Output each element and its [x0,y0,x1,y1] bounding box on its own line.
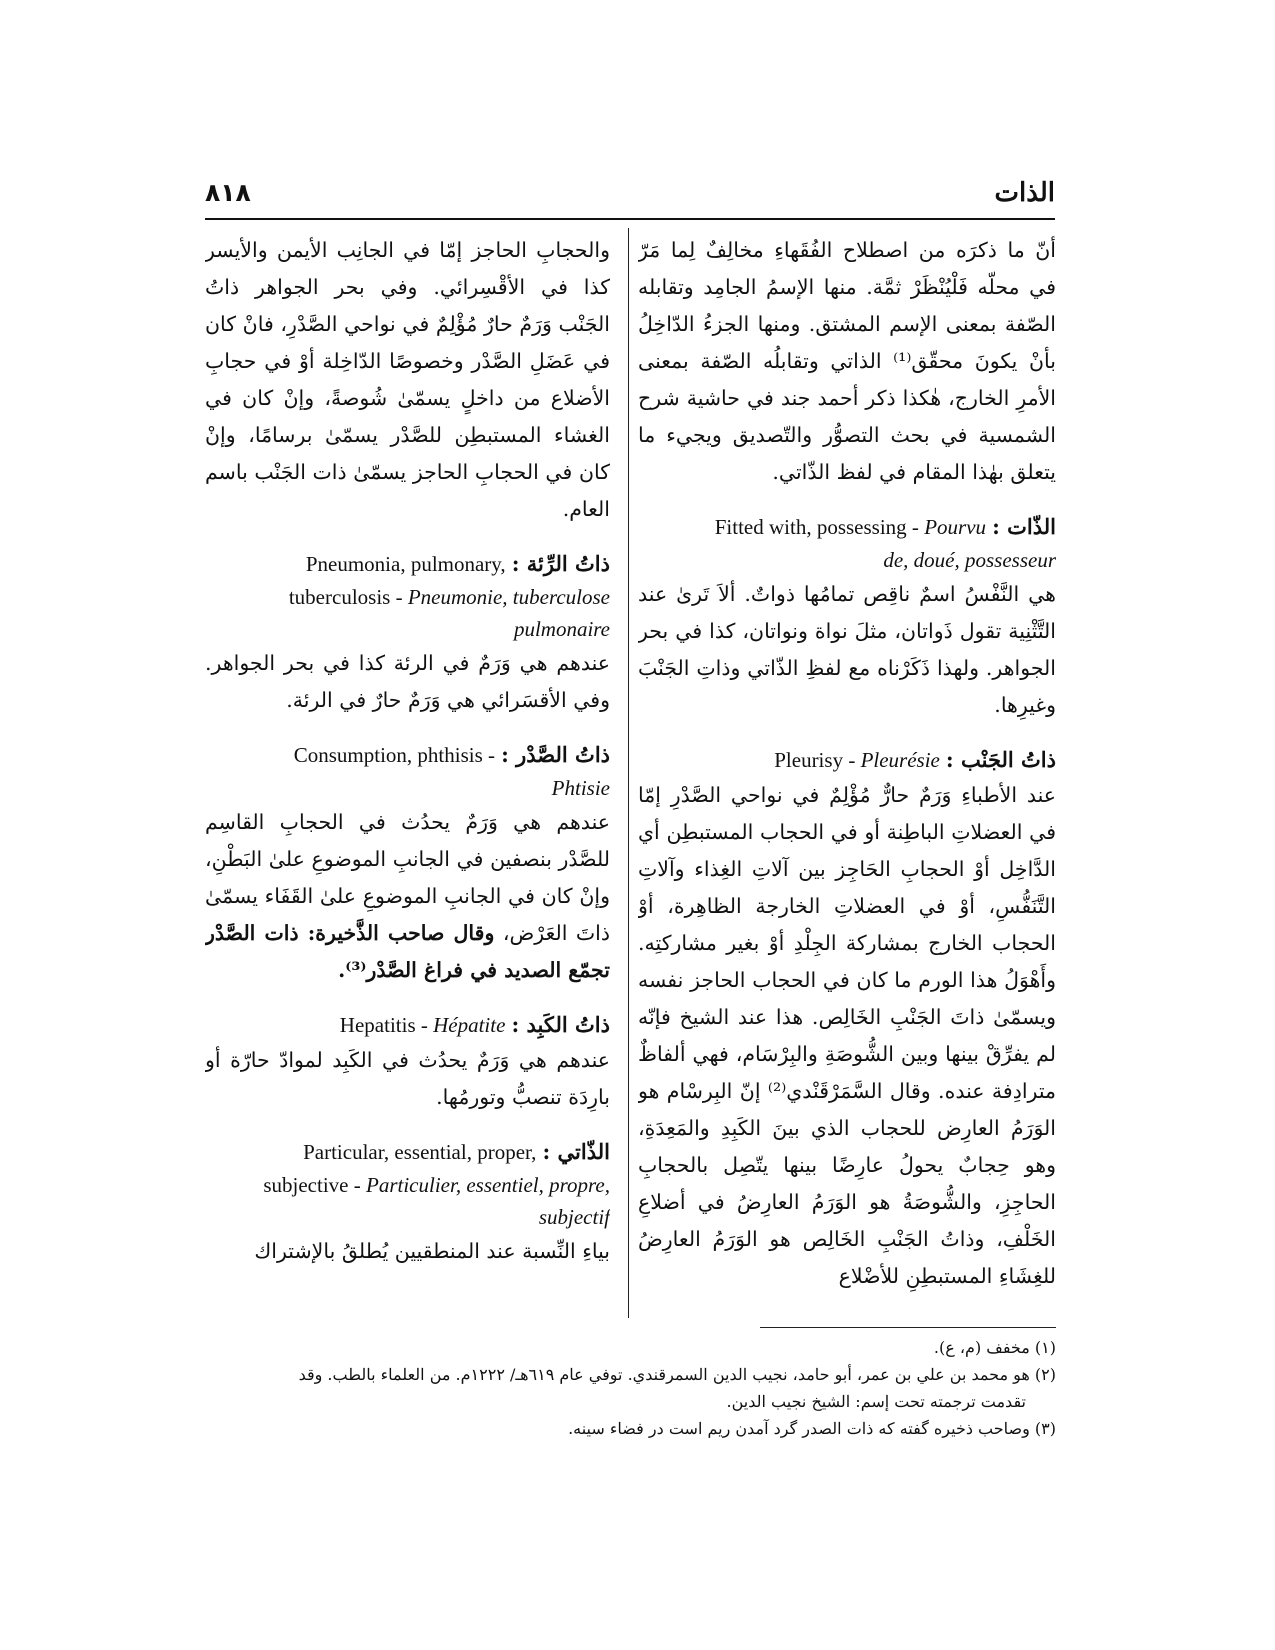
page-number: ٨١٨ [205,178,251,207]
entry-dhat-al-kabid [205,1009,610,1116]
gloss-french: Pneumonie, tuberculose [407,585,610,609]
footnote-2: (٢) هو محمد بن علي بن عمر، أبو حامد، نجيب الدين السمرقندي. توفي عام ٦١٩هـ/ ١٢٢٢م. من العلماء بالطب. وقد [298,1365,1056,1384]
entry-body-text: عندهم هي وَرَمٌ يحدُث في الحجابِ القاسِم للصَّدْر بنصفين في الجانبِ الموضوعِ علىٰ البَطْنِ، وإنْ كان في الجانبِ الموضوعِ علىٰ القَفَاء يسمّىٰ ذاتَ العَرْض، [205,810,610,945]
continuation-paragraph: والحجابِ الحاجز إمّا في الجانِب الأيمن والأيسر كذا في الأقْسِرائي. وفي بحر الجواهر ذاتُ الجَنْب وَرَمٌ حارٌ مُؤْلِمٌ في نواحي الصَّدْرِ، فانْ كان في عَضَلِ الصَّدْر وخصوصًا الدّاخِلة أوْ في حجابِ الأضلاع من داخلٍ يسمّىٰ شُوصةً، وإنْ كان في الغشاء المستبطِن للصَّدْر يسمّىٰ برسامًا، وإنْ كان في الحجابِ الحاجز يسمّىٰ ذات الجَنْب باسم العام. [205,238,610,521]
entry-body: عند الأطباءِ وَرَمٌ حارٌّ مُؤْلِمٌ في نواحي الصَّدْرِ إمّا في العضلاتِ الباطِنة أو في الحجاب المستبطِن أي الدَّاخِل أوْ الحجابِ الحَاجِز بين آلاتِ الغِذاء وآلاتِ التَّنَفُّسِ، أوْ في العضلاتِ الخارجة الظاهِرة، أوْ الحجاب الخارج بمشاركة الجِلْدِ أوْ بغير مشاركتِه. وأَهْوَلُ هذا الورم ما كان في الحجاب الحاجز نفسه ويسمّىٰ ذاتَ الجَنْبِ الخَالِص. هذا عند الشيخ فإنّه لم يفرِّقْ بينها وبين الشُّوصَةِ والبِرْسَام، فهي ألفاظٌ مترادِفة عنده. وقال السَّمَرْقَنْدي⁽²⁾ إنّ البِرسْام هو الوَرَمُ العارِض للحجاب الذي بينَ الكَبِدِ والمَعِدَةِ، وهو حِجابٌ يحولُ عارِضًا بينها يتّصِل بالحجابِ الحاجِزِ، والشُّوصَةُ هو الوَرَمُ العارِضُ في أضلاعِ الخَلْفِ، وذاتُ الجَنْبِ الخَالِص هو الوَرَمُ العارِضُ للغِشَاءِ المستبطِنِ للأضْلاع [638,783,1056,1288]
right-column [638,232,1056,1312]
gloss-french-continued: de, doué, possesseur [883,548,1056,572]
running-head [205,178,1055,222]
entry-heading [205,1136,610,1233]
column-divider [628,228,629,1318]
entry-heading [205,1009,610,1042]
gloss-english: Hepatitis - [339,1013,434,1037]
entry-body-bold-quote: وقال صاحب الذَّخيرة: ذات الصَّدْر تجمّع الصديد في فراغ الصَّدْر⁽³⁾. [205,921,610,982]
entry-term: ذاتُ الصَّدْر : [501,742,610,767]
footnote-1: (١) مخفف (م، ع). [933,1338,1056,1357]
entry-gloss-continued [205,1169,610,1201]
gloss-french: Pourvu [924,515,987,539]
gloss-french-continued: pulmonaire [513,617,610,641]
gloss-english: Consumption, phthisis - [293,743,496,767]
entry-dhat-al-riah [205,548,610,719]
intro-paragraph: أنّ ما ذكرَه من اصطلاح الفُقَهاءِ مخالِفٌ لِما مَرّ في محلّه فَلْيُنْظَرْ ثمَّة. منها الإسمُ الجامِد وتقابله الصّفة بمعنى الإسم المشتق. ومنها الجزءُ الدّاخِلُ بأنْ يكونَ محقّق⁽¹⁾ الذاتي وتقابلُه الصّفة بمعنى الأمرِ الخارج، هٰكذا ذكر أحمد جند في حاشية شرح الشمسية في بحث التصوُّر والتّصديق ويجيء ما يتعلق بهٰذا المقام في لفظ الذّاتي. [638,238,1056,484]
gloss-french: Hépatite [433,1013,506,1037]
entry-gloss [715,515,986,539]
entry-al-dhati [205,1136,610,1270]
gloss-english: Pneumonia, pulmonary, [305,552,506,576]
gloss-french-continued: subjectif [538,1205,610,1229]
entry-term: ذاتُ الجَنْب : [945,747,1056,772]
entry-term: الذّاتي : [542,1139,610,1164]
gloss-english-continued: subjective - [263,1173,366,1197]
entry-heading [205,739,610,804]
entry-heading [638,744,1056,777]
entry-heading [205,548,610,645]
entry-term: ذاتُ الرِّئة : [511,551,610,576]
entry-body [205,804,610,989]
entry-dhat-al-sadr [205,739,610,989]
entry-body: عندهم هي وَرَمٌ يحدُث في الكَبِد لموادّ حارّة أو بارِدَة تنصبُّ وتورمُها. [205,1048,610,1109]
entry-al-dhat [638,511,1056,724]
entry-body: هي النَّفْسُ اسمٌ ناقِص تمامُها ذواتٌ. ألاَ تَرىٰ عند التَّثْنِية تقول ذَواتان، مثلَ نواة ونواتان، كذا في بحر الجواهر. ولهذا ذَكَرْناه مع لفظِ الذّاتي وذاتِ الجَنْبَ وغيرِها. [638,582,1056,717]
entry-term: ذاتُ الكَبِد : [511,1012,610,1037]
entry-body: بياءِ النِّسبة عند المنطقيين يُطلقُ بالإشتراك [254,1239,610,1263]
gloss-english: Particular, essential, proper, [303,1140,537,1164]
gloss-french: Phtisie [551,776,610,800]
gloss-french: Pleurésie [860,748,940,772]
left-column [205,232,610,1312]
entry-body: عندهم هي وَرَمٌ في الرئة كذا في بحر الجواهر. وفي الأقسَرائي هي وَرَمٌ حارٌ في الرئة. [205,651,610,712]
footnotes [205,1334,1056,1442]
gloss-french: Particulier, essentiel, propre, [366,1173,610,1197]
footnote-rule [760,1327,1056,1328]
entry-gloss-continued [205,581,610,613]
header-rule [205,218,1055,220]
entry-gloss [340,1013,506,1037]
entry-heading [638,511,1056,576]
entry-dhat-al-janb [638,744,1056,1295]
gloss-english: Fitted with, possessing - [714,515,925,539]
entry-gloss [774,748,940,772]
entry-term: الذّات : [992,514,1056,539]
gloss-english: Pleurisy - [774,748,861,772]
running-head-word: الذات [994,178,1055,208]
gloss-english-continued: tuberculosis - [288,585,408,609]
footnote-2-continued: تقدمت ترجمته تحت إسم: الشيخ نجيب الدين. [726,1392,1026,1411]
footnote-3: (٣) وصاحب ذخيره گفته كه ذات الصدر گرد آمدن ريم است در فضاء سينه. [568,1419,1056,1438]
